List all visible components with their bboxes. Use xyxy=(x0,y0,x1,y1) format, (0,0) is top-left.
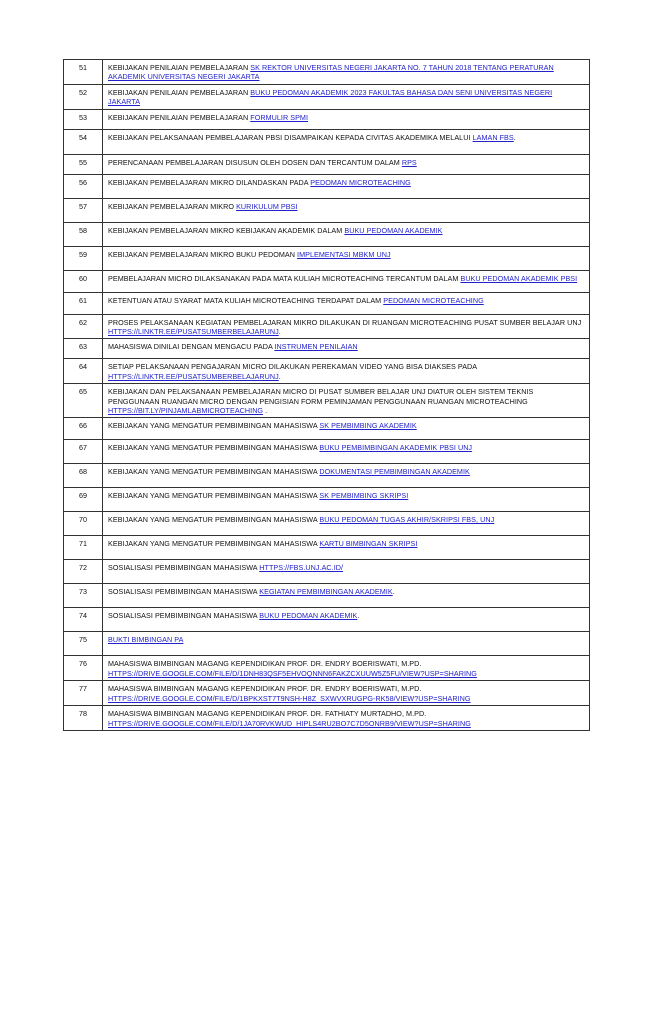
table-row xyxy=(64,109,590,129)
row-description xyxy=(103,656,590,681)
row-description xyxy=(103,512,590,536)
row-description xyxy=(103,339,590,359)
row-link[interactable]: BUKU PEDOMAN TUGAS AKHIR/SKRIPSI FBS, UNJ xyxy=(319,515,495,525)
row-description xyxy=(103,440,590,464)
row-text: MAHASISWA BIMBINGAN MAGANG KEPENDIDIKAN PROF. DR. ENDRY BOERISWATI, M.PD. xyxy=(108,684,422,694)
row-description xyxy=(103,154,590,174)
table-row xyxy=(64,222,590,246)
row-description xyxy=(103,608,590,632)
row-text: KEBIJAKAN YANG MENGATUR PEMBIMBINGAN MAHASISWA xyxy=(108,539,320,549)
row-link[interactable]: RPS xyxy=(401,157,417,167)
row-number: 52 xyxy=(64,84,103,109)
row-text: SOSIALISASI PEMBIMBINGAN MAHASISWA xyxy=(108,611,260,621)
row-description xyxy=(103,270,590,292)
row-description xyxy=(103,222,590,246)
table-row xyxy=(64,560,590,584)
row-text: SOSIALISASI PEMBIMBINGAN MAHASISWA xyxy=(108,587,260,597)
row-link[interactable]: HTTPS://DRIVE.GOOGLE.COM/FILE/D/1DNH83QSF5EHVOQNNN6FAKZCXUUW5Z5FU/VIEW?USP=SHARING xyxy=(108,668,477,678)
row-link[interactable]: KARTU BIMBINGAN SKRIPSI xyxy=(319,539,418,549)
row-description xyxy=(103,198,590,222)
table-row xyxy=(64,84,590,109)
row-text: KEBIJAKAN PEMBELAJARAN MIKRO xyxy=(108,201,237,211)
row-text-suffix: . xyxy=(392,587,395,597)
row-number: 55 xyxy=(64,154,103,174)
row-description xyxy=(103,129,590,154)
table-row xyxy=(64,488,590,512)
table-row xyxy=(64,60,590,85)
row-text-suffix: . xyxy=(513,132,516,142)
row-link[interactable]: HTTPS://LINKTR.EE/PUSATSUMBERBELAJARUNJ xyxy=(108,371,279,381)
table-row xyxy=(64,681,590,706)
table-row xyxy=(64,584,590,608)
table-row xyxy=(64,359,590,384)
table-row xyxy=(64,198,590,222)
row-link[interactable]: SK PEMBIMBING SKRIPSI xyxy=(319,491,409,501)
row-description xyxy=(103,536,590,560)
row-number: 62 xyxy=(64,314,103,339)
table-row xyxy=(64,246,590,270)
evidence-table-body xyxy=(64,60,590,731)
table-row xyxy=(64,174,590,198)
row-text: KEBIJAKAN YANG MENGATUR PEMBIMBINGAN MAHASISWA xyxy=(108,491,320,501)
row-number: 53 xyxy=(64,109,103,129)
row-text: KEBIJAKAN PENILAIAN PEMBELAJARAN xyxy=(108,87,251,97)
row-description xyxy=(103,292,590,314)
table-row xyxy=(64,512,590,536)
row-description xyxy=(103,706,590,731)
table-row xyxy=(64,418,590,440)
row-number: 57 xyxy=(64,198,103,222)
row-text: MAHASISWA DINILAI DENGAN MENGACU PADA xyxy=(108,342,275,352)
row-number: 61 xyxy=(64,292,103,314)
table-row xyxy=(64,440,590,464)
table-row xyxy=(64,339,590,359)
row-description xyxy=(103,109,590,129)
row-link[interactable]: KURIKULUM PBSI xyxy=(236,201,298,211)
row-number: 68 xyxy=(64,464,103,488)
row-text: KEBIJAKAN YANG MENGATUR PEMBIMBINGAN MAHASISWA xyxy=(108,421,320,431)
row-number: 63 xyxy=(64,339,103,359)
row-description xyxy=(103,464,590,488)
row-text: MAHASISWA BIMBINGAN MAGANG KEPENDIDIKAN PROF. DR. ENDRY BOERISWATI, M.PD. xyxy=(108,659,422,669)
row-number: 54 xyxy=(64,129,103,154)
row-link[interactable]: HTTPS://LINKTR.EE/PUSATSUMBERBELAJARUNJ xyxy=(108,327,279,337)
row-link[interactable]: INSTRUMEN PENILAIAN xyxy=(274,342,358,352)
row-link[interactable]: HTTPS://BIT.LY/PINJAMLABMICROTEACHING xyxy=(108,406,264,416)
row-link[interactable]: LAMAN FBS xyxy=(472,132,514,142)
row-text: KETENTUAN ATAU SYARAT MATA KULIAH MICROTEACHING TERDAPAT DALAM xyxy=(108,295,384,305)
row-number: 56 xyxy=(64,174,103,198)
row-number: 72 xyxy=(64,560,103,584)
table-row xyxy=(64,632,590,656)
row-text: KEBIJAKAN PELAKSANAAN PEMBELAJARAN PBSI DISAMPAIKAN KEPADA CIVITAS AKADEMIKA MELALUI xyxy=(108,132,473,142)
row-number: 74 xyxy=(64,608,103,632)
row-description xyxy=(103,681,590,706)
row-description xyxy=(103,632,590,656)
row-number: 59 xyxy=(64,246,103,270)
row-link[interactable]: BUKU PEDOMAN AKADEMIK xyxy=(259,611,358,621)
row-link[interactable]: PEDOMAN MICROTEACHING xyxy=(383,295,484,305)
table-row xyxy=(64,154,590,174)
row-number: 77 xyxy=(64,681,103,706)
row-number: 76 xyxy=(64,656,103,681)
row-text: KEBIJAKAN PEMBELAJARAN MIKRO BUKU PEDOMAN xyxy=(108,249,298,259)
row-text-suffix: . xyxy=(263,406,268,416)
row-number: 69 xyxy=(64,488,103,512)
row-number: 58 xyxy=(64,222,103,246)
row-description xyxy=(103,246,590,270)
table-row xyxy=(64,292,590,314)
row-number: 67 xyxy=(64,440,103,464)
row-link[interactable]: IMPLEMENTASI MBKM UNJ xyxy=(297,249,391,259)
table-row xyxy=(64,706,590,731)
table-row xyxy=(64,384,590,418)
row-link[interactable]: BUKU PEDOMAN AKADEMIK 2023 FAKULTAS BAHASA DAN SENI UNIVERSITAS NEGERI JAKARTA xyxy=(108,87,553,107)
table-row xyxy=(64,270,590,292)
row-text: KEBIJAKAN YANG MENGATUR PEMBIMBINGAN MAHASISWA xyxy=(108,467,320,477)
row-link[interactable]: BUKTI BIMBINGAN PA xyxy=(108,635,184,645)
row-link[interactable]: DOKUMENTASI PEMBIMBINGAN AKADEMIK xyxy=(319,467,470,477)
row-number: 75 xyxy=(64,632,103,656)
row-link[interactable]: HTTPS://FBS.UNJ.AC.ID/ xyxy=(259,563,344,573)
row-text-suffix: . xyxy=(278,371,281,381)
row-text: KEBIJAKAN PENILAIAN PEMBELAJARAN xyxy=(108,63,251,72)
row-text: KEBIJAKAN YANG MENGATUR PEMBIMBINGAN MAHASISWA xyxy=(108,515,320,525)
row-text: KEBIJAKAN PENILAIAN PEMBELAJARAN xyxy=(108,112,251,122)
row-link[interactable]: SK PEMBIMBING AKADEMIK xyxy=(319,421,417,431)
row-text-suffix: . xyxy=(357,611,360,621)
row-number: 51 xyxy=(64,60,103,85)
row-link[interactable]: KEGIATAN PEMBIMBINGAN AKADEMIK xyxy=(259,587,393,597)
row-text: KEBIJAKAN YANG MENGATUR PEMBIMBINGAN MAHASISWA xyxy=(108,443,320,453)
table-row xyxy=(64,656,590,681)
row-description xyxy=(103,60,590,85)
row-number: 78 xyxy=(64,706,103,731)
row-link[interactable]: BUKU PEDOMAN AKADEMIK xyxy=(344,225,443,235)
row-description xyxy=(103,359,590,384)
table-row xyxy=(64,129,590,154)
row-number: 73 xyxy=(64,584,103,608)
row-description xyxy=(103,418,590,440)
row-number: 60 xyxy=(64,270,103,292)
row-description xyxy=(103,560,590,584)
table-row xyxy=(64,314,590,339)
table-row xyxy=(64,608,590,632)
row-link[interactable]: BUKU PEMBIMBINGAN AKADEMIK PBSI UNJ xyxy=(319,443,473,453)
row-text: MAHASISWA BIMBINGAN MAGANG KEPENDIDIKAN PROF. DR. FATHIATY MURTADHO, M.PD. xyxy=(108,709,427,719)
row-text-suffix: . xyxy=(278,327,281,337)
table-row xyxy=(64,464,590,488)
row-link[interactable]: SK REKTOR UNIVERSITAS NEGERI JAKARTA NO. 7 TAHUN 2018 TENTANG PERATURAN AKADEMIK UNIVERSITAS NEGERI JAKARTA xyxy=(108,63,554,82)
row-text: PROSES PELAKSANAAN KEGIATAN PEMBELAJARAN MIKRO DILAKUKAN DI RUANGAN MICROTEACHING PUSAT SUMBER BELAJAR UNJ xyxy=(108,317,582,327)
row-text: PERENCANAAN PEMBELAJARAN DISUSUN OLEH DOSEN DAN TERCANTUM DALAM xyxy=(108,157,402,167)
row-link[interactable]: PEDOMAN MICROTEACHING xyxy=(310,177,411,187)
row-text: KEBIJAKAN DAN PELAKSANAAN PEMBELAJARAN MICRO DI PUSAT SUMBER BELAJAR UNJ DIATUR OLEH SISTEM TEKNIS PENGGUNAAN RUANGAN MICRO DENGAN PENGISIAN FORM PEMINJAMAN PENGGUNAAN RUANGAN MICROTEACHING xyxy=(108,387,534,406)
row-description xyxy=(103,174,590,198)
row-description xyxy=(103,314,590,339)
row-number: 71 xyxy=(64,536,103,560)
row-number: 66 xyxy=(64,418,103,440)
row-text: KEBIJAKAN PEMBELAJARAN MIKRO KEBIJAKAN AKADEMIK DALAM xyxy=(108,225,345,235)
row-description xyxy=(103,384,590,418)
row-number: 64 xyxy=(64,359,103,384)
evidence-table xyxy=(63,59,590,731)
row-text: PEMBELAJARAN MICRO DILAKSANAKAN PADA MATA KULIAH MICROTEACHING TERCANTUM DALAM xyxy=(108,273,461,283)
row-link[interactable]: HTTPS://DRIVE.GOOGLE.COM/FILE/D/1JA70RVKWUD_HIPLS4RU2BO7C7D5ONRB9/VIEW?USP=SHARING xyxy=(108,718,471,728)
row-description xyxy=(103,84,590,109)
row-link[interactable]: HTTPS://DRIVE.GOOGLE.COM/FILE/D/1BPKXST7T9NSH-H8Z_SXWVXRUGPG-RK58/VIEW?USP=SHARING xyxy=(108,693,471,703)
row-link[interactable]: BUKU PEDOMAN AKADEMIK PBSI xyxy=(460,273,578,283)
row-description xyxy=(103,584,590,608)
row-text: SOSIALISASI PEMBIMBINGAN MAHASISWA xyxy=(108,563,260,573)
row-text: KEBIJAKAN PEMBELAJARAN MIKRO DILANDASKAN PADA xyxy=(108,177,311,187)
row-number: 70 xyxy=(64,512,103,536)
table-row xyxy=(64,536,590,560)
row-text: SETIAP PELAKSANAAN PENGAJARAN MICRO DILAKUKAN PEREKAMAN VIDEO YANG BISA DIAKSES PADA xyxy=(108,362,477,372)
row-description xyxy=(103,488,590,512)
row-number: 65 xyxy=(64,384,103,418)
row-link[interactable]: FORMULIR SPMI xyxy=(250,112,309,122)
